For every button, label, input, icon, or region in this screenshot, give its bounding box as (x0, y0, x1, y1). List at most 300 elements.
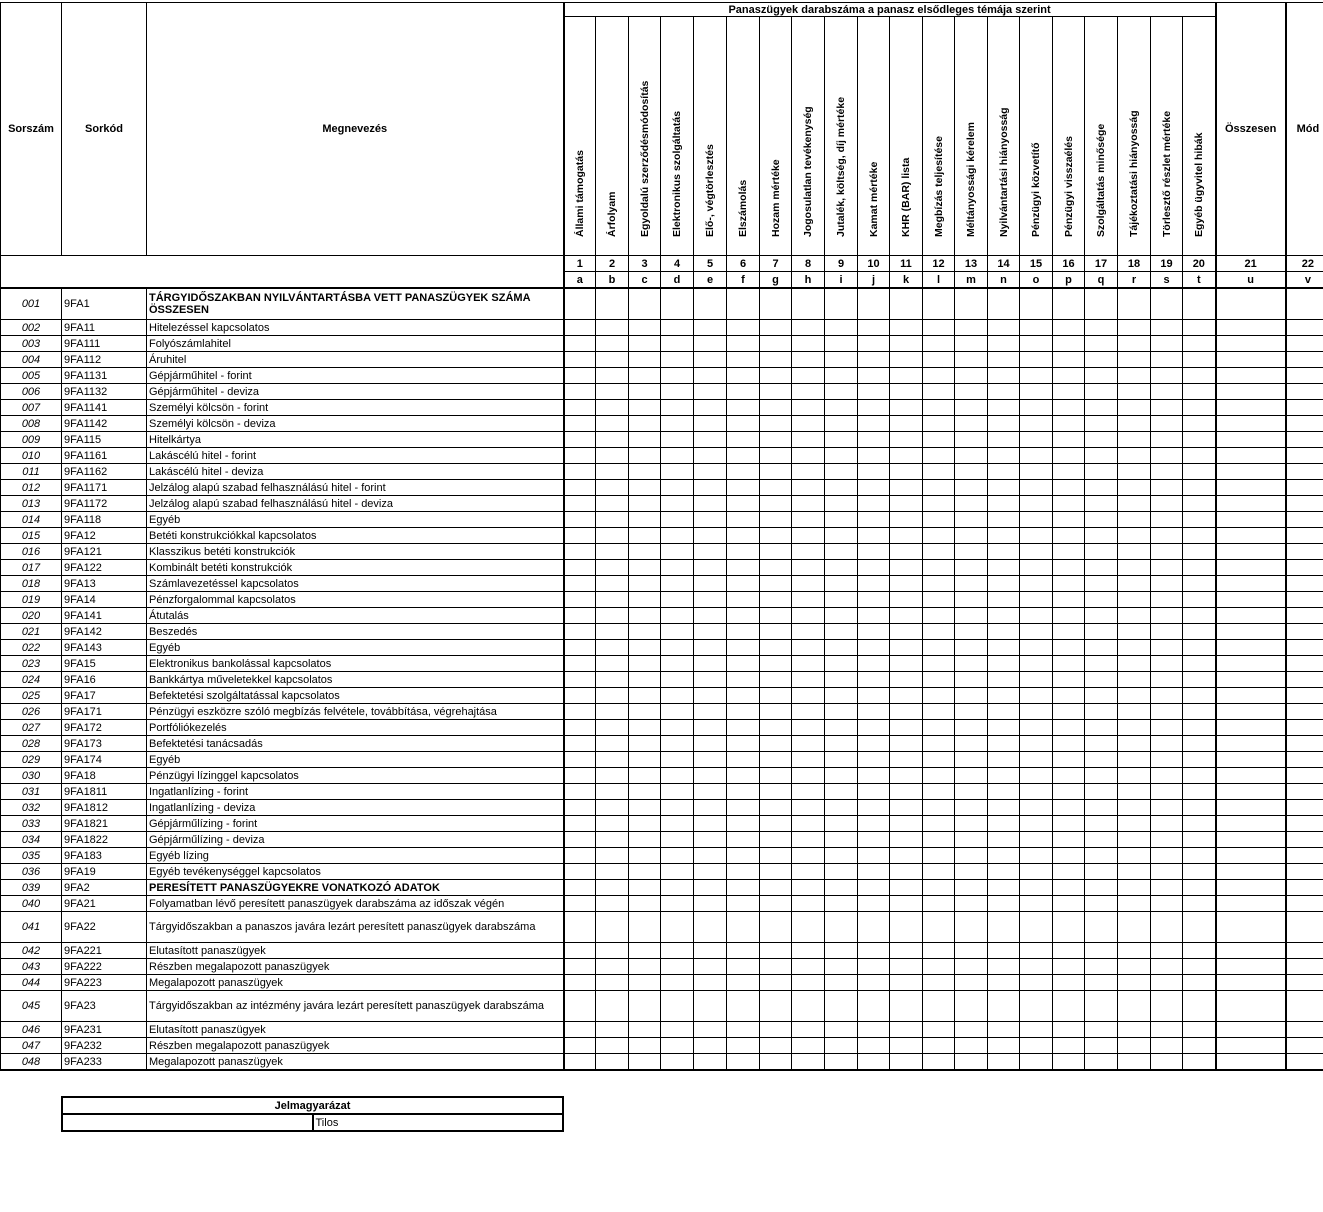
data-cell[interactable] (760, 544, 792, 560)
data-cell[interactable] (694, 704, 727, 720)
data-cell[interactable] (1118, 368, 1151, 384)
data-cell[interactable] (1020, 720, 1053, 736)
data-cell[interactable] (727, 320, 760, 336)
data-cell[interactable] (1151, 528, 1183, 544)
data-cell[interactable] (1151, 943, 1183, 959)
data-cell[interactable] (1286, 1054, 1323, 1071)
data-cell[interactable] (1053, 544, 1085, 560)
data-cell[interactable] (1118, 720, 1151, 736)
data-cell[interactable] (923, 544, 955, 560)
data-cell[interactable] (955, 368, 988, 384)
data-cell[interactable] (596, 336, 629, 352)
data-cell[interactable] (988, 832, 1020, 848)
data-cell[interactable] (1118, 400, 1151, 416)
data-cell[interactable] (629, 448, 661, 464)
data-cell[interactable] (1286, 816, 1323, 832)
data-cell[interactable] (923, 800, 955, 816)
data-cell[interactable] (1020, 1022, 1053, 1038)
data-cell[interactable] (1183, 528, 1216, 544)
data-cell[interactable] (1183, 832, 1216, 848)
data-cell[interactable] (890, 1038, 923, 1054)
data-cell[interactable] (760, 592, 792, 608)
data-cell[interactable] (727, 624, 760, 640)
data-cell[interactable] (727, 544, 760, 560)
data-cell[interactable] (825, 656, 858, 672)
data-cell[interactable] (727, 864, 760, 880)
data-cell[interactable] (1216, 943, 1286, 959)
data-cell[interactable] (760, 768, 792, 784)
data-cell[interactable] (727, 464, 760, 480)
data-cell[interactable] (596, 384, 629, 400)
data-cell[interactable] (1151, 560, 1183, 576)
data-cell[interactable] (629, 640, 661, 656)
data-cell[interactable] (596, 880, 629, 896)
data-cell[interactable] (792, 608, 825, 624)
data-cell[interactable] (792, 880, 825, 896)
data-cell[interactable] (825, 1022, 858, 1038)
data-cell[interactable] (661, 512, 694, 528)
data-cell[interactable] (1216, 464, 1286, 480)
data-cell[interactable] (1085, 400, 1118, 416)
data-cell[interactable] (988, 624, 1020, 640)
data-cell[interactable] (858, 336, 890, 352)
data-cell[interactable] (694, 975, 727, 991)
data-cell[interactable] (661, 848, 694, 864)
data-cell[interactable] (825, 864, 858, 880)
data-cell[interactable] (1085, 864, 1118, 880)
data-cell[interactable] (661, 384, 694, 400)
data-cell[interactable] (1085, 544, 1118, 560)
data-cell[interactable] (1151, 640, 1183, 656)
data-cell[interactable] (694, 896, 727, 912)
data-cell[interactable] (727, 656, 760, 672)
data-cell[interactable] (988, 784, 1020, 800)
data-cell[interactable] (1053, 864, 1085, 880)
data-cell[interactable] (629, 832, 661, 848)
data-cell[interactable] (923, 816, 955, 832)
data-cell[interactable] (1183, 608, 1216, 624)
data-cell[interactable] (1020, 768, 1053, 784)
data-cell[interactable] (1286, 352, 1323, 368)
data-cell[interactable] (923, 832, 955, 848)
data-cell[interactable] (1183, 320, 1216, 336)
data-cell[interactable] (1151, 1038, 1183, 1054)
data-cell[interactable] (1085, 496, 1118, 512)
data-cell[interactable] (955, 480, 988, 496)
data-cell[interactable] (792, 624, 825, 640)
data-cell[interactable] (661, 336, 694, 352)
data-cell[interactable] (955, 736, 988, 752)
data-cell[interactable] (1286, 640, 1323, 656)
data-cell[interactable] (1151, 672, 1183, 688)
data-cell[interactable] (1053, 704, 1085, 720)
data-cell[interactable] (760, 991, 792, 1022)
data-cell[interactable] (858, 800, 890, 816)
data-cell[interactable] (760, 400, 792, 416)
data-cell[interactable] (1053, 352, 1085, 368)
data-cell[interactable] (825, 448, 858, 464)
data-cell[interactable] (890, 400, 923, 416)
data-cell[interactable] (1183, 512, 1216, 528)
data-cell[interactable] (1216, 688, 1286, 704)
data-cell[interactable] (760, 752, 792, 768)
data-cell[interactable] (890, 672, 923, 688)
data-cell[interactable] (596, 656, 629, 672)
data-cell[interactable] (1085, 416, 1118, 432)
data-cell[interactable] (1216, 1054, 1286, 1071)
data-cell[interactable] (923, 496, 955, 512)
data-cell[interactable] (1286, 800, 1323, 816)
data-cell[interactable] (1183, 880, 1216, 896)
data-cell[interactable] (1085, 768, 1118, 784)
data-cell[interactable] (1216, 320, 1286, 336)
data-cell[interactable] (955, 544, 988, 560)
data-cell[interactable] (1151, 816, 1183, 832)
data-cell[interactable] (1151, 592, 1183, 608)
data-cell[interactable] (955, 1022, 988, 1038)
data-cell[interactable] (792, 480, 825, 496)
data-cell[interactable] (1216, 848, 1286, 864)
data-cell[interactable] (1020, 864, 1053, 880)
data-cell[interactable] (1053, 688, 1085, 704)
data-cell[interactable] (564, 880, 596, 896)
data-cell[interactable] (760, 704, 792, 720)
data-cell[interactable] (858, 943, 890, 959)
data-cell[interactable] (923, 288, 955, 320)
data-cell[interactable] (955, 336, 988, 352)
data-cell[interactable] (1286, 912, 1323, 943)
data-cell[interactable] (564, 432, 596, 448)
data-cell[interactable] (923, 688, 955, 704)
data-cell[interactable] (1216, 352, 1286, 368)
data-cell[interactable] (1053, 736, 1085, 752)
data-cell[interactable] (1053, 512, 1085, 528)
data-cell[interactable] (1183, 752, 1216, 768)
data-cell[interactable] (1216, 975, 1286, 991)
data-cell[interactable] (1151, 656, 1183, 672)
data-cell[interactable] (1085, 752, 1118, 768)
data-cell[interactable] (792, 832, 825, 848)
data-cell[interactable] (760, 896, 792, 912)
data-cell[interactable] (890, 1022, 923, 1038)
data-cell[interactable] (1085, 704, 1118, 720)
data-cell[interactable] (1053, 576, 1085, 592)
data-cell[interactable] (890, 959, 923, 975)
data-cell[interactable] (1085, 1022, 1118, 1038)
data-cell[interactable] (858, 384, 890, 400)
data-cell[interactable] (1053, 959, 1085, 975)
data-cell[interactable] (825, 959, 858, 975)
data-cell[interactable] (727, 496, 760, 512)
data-cell[interactable] (1151, 320, 1183, 336)
data-cell[interactable] (596, 720, 629, 736)
data-cell[interactable] (955, 432, 988, 448)
data-cell[interactable] (564, 640, 596, 656)
data-cell[interactable] (564, 864, 596, 880)
data-cell[interactable] (955, 991, 988, 1022)
data-cell[interactable] (792, 384, 825, 400)
data-cell[interactable] (923, 768, 955, 784)
data-cell[interactable] (1020, 400, 1053, 416)
data-cell[interactable] (988, 672, 1020, 688)
data-cell[interactable] (1151, 1022, 1183, 1038)
data-cell[interactable] (694, 368, 727, 384)
data-cell[interactable] (792, 1022, 825, 1038)
data-cell[interactable] (955, 752, 988, 768)
data-cell[interactable] (1151, 336, 1183, 352)
data-cell[interactable] (1286, 880, 1323, 896)
data-cell[interactable] (1286, 608, 1323, 624)
data-cell[interactable] (1216, 640, 1286, 656)
data-cell[interactable] (890, 496, 923, 512)
data-cell[interactable] (1151, 496, 1183, 512)
data-cell[interactable] (988, 912, 1020, 943)
data-cell[interactable] (1286, 448, 1323, 464)
data-cell[interactable] (825, 528, 858, 544)
data-cell[interactable] (1085, 352, 1118, 368)
data-cell[interactable] (988, 704, 1020, 720)
data-cell[interactable] (1118, 816, 1151, 832)
data-cell[interactable] (760, 720, 792, 736)
data-cell[interactable] (1020, 912, 1053, 943)
data-cell[interactable] (1151, 896, 1183, 912)
data-cell[interactable] (825, 464, 858, 480)
data-cell[interactable] (1053, 320, 1085, 336)
data-cell[interactable] (661, 672, 694, 688)
data-cell[interactable] (564, 448, 596, 464)
data-cell[interactable] (1118, 448, 1151, 464)
data-cell[interactable] (1183, 592, 1216, 608)
data-cell[interactable] (988, 496, 1020, 512)
data-cell[interactable] (1020, 560, 1053, 576)
data-cell[interactable] (1286, 975, 1323, 991)
data-cell[interactable] (988, 448, 1020, 464)
data-cell[interactable] (1020, 736, 1053, 752)
data-cell[interactable] (1085, 624, 1118, 640)
data-cell[interactable] (1053, 480, 1085, 496)
data-cell[interactable] (661, 943, 694, 959)
data-cell[interactable] (1216, 368, 1286, 384)
data-cell[interactable] (760, 384, 792, 400)
data-cell[interactable] (661, 656, 694, 672)
data-cell[interactable] (1151, 608, 1183, 624)
data-cell[interactable] (661, 816, 694, 832)
data-cell[interactable] (825, 880, 858, 896)
data-cell[interactable] (825, 608, 858, 624)
data-cell[interactable] (1085, 320, 1118, 336)
data-cell[interactable] (1085, 528, 1118, 544)
data-cell[interactable] (1118, 336, 1151, 352)
data-cell[interactable] (858, 368, 890, 384)
data-cell[interactable] (858, 464, 890, 480)
data-cell[interactable] (1183, 640, 1216, 656)
data-cell[interactable] (661, 880, 694, 896)
data-cell[interactable] (858, 320, 890, 336)
data-cell[interactable] (661, 959, 694, 975)
data-cell[interactable] (1183, 959, 1216, 975)
data-cell[interactable] (596, 624, 629, 640)
data-cell[interactable] (1286, 576, 1323, 592)
data-cell[interactable] (825, 576, 858, 592)
data-cell[interactable] (988, 384, 1020, 400)
data-cell[interactable] (1020, 512, 1053, 528)
data-cell[interactable] (1286, 512, 1323, 528)
data-cell[interactable] (1183, 704, 1216, 720)
data-cell[interactable] (1020, 464, 1053, 480)
data-cell[interactable] (1151, 384, 1183, 400)
data-cell[interactable] (955, 592, 988, 608)
data-cell[interactable] (760, 959, 792, 975)
data-cell[interactable] (596, 991, 629, 1022)
data-cell[interactable] (1183, 448, 1216, 464)
data-cell[interactable] (792, 528, 825, 544)
data-cell[interactable] (1053, 336, 1085, 352)
data-cell[interactable] (1286, 464, 1323, 480)
data-cell[interactable] (1020, 943, 1053, 959)
data-cell[interactable] (760, 288, 792, 320)
data-cell[interactable] (596, 768, 629, 784)
data-cell[interactable] (1286, 368, 1323, 384)
data-cell[interactable] (890, 848, 923, 864)
data-cell[interactable] (1053, 528, 1085, 544)
data-cell[interactable] (727, 1054, 760, 1071)
data-cell[interactable] (955, 288, 988, 320)
data-cell[interactable] (923, 848, 955, 864)
data-cell[interactable] (694, 848, 727, 864)
data-cell[interactable] (1085, 656, 1118, 672)
data-cell[interactable] (1053, 368, 1085, 384)
data-cell[interactable] (1085, 784, 1118, 800)
data-cell[interactable] (825, 736, 858, 752)
data-cell[interactable] (596, 959, 629, 975)
data-cell[interactable] (1020, 544, 1053, 560)
data-cell[interactable] (661, 991, 694, 1022)
data-cell[interactable] (1183, 496, 1216, 512)
data-cell[interactable] (955, 768, 988, 784)
data-cell[interactable] (858, 608, 890, 624)
data-cell[interactable] (825, 368, 858, 384)
data-cell[interactable] (1183, 768, 1216, 784)
data-cell[interactable] (1053, 400, 1085, 416)
data-cell[interactable] (596, 576, 629, 592)
data-cell[interactable] (988, 880, 1020, 896)
data-cell[interactable] (727, 896, 760, 912)
data-cell[interactable] (694, 800, 727, 816)
data-cell[interactable] (564, 816, 596, 832)
data-cell[interactable] (596, 368, 629, 384)
data-cell[interactable] (988, 1054, 1020, 1071)
data-cell[interactable] (1053, 592, 1085, 608)
data-cell[interactable] (988, 576, 1020, 592)
data-cell[interactable] (890, 704, 923, 720)
data-cell[interactable] (988, 816, 1020, 832)
data-cell[interactable] (825, 416, 858, 432)
data-cell[interactable] (596, 432, 629, 448)
data-cell[interactable] (1183, 624, 1216, 640)
data-cell[interactable] (955, 656, 988, 672)
data-cell[interactable] (760, 672, 792, 688)
data-cell[interactable] (1286, 592, 1323, 608)
data-cell[interactable] (923, 991, 955, 1022)
data-cell[interactable] (694, 688, 727, 704)
data-cell[interactable] (825, 784, 858, 800)
data-cell[interactable] (1216, 624, 1286, 640)
data-cell[interactable] (1183, 544, 1216, 560)
data-cell[interactable] (596, 560, 629, 576)
data-cell[interactable] (955, 528, 988, 544)
data-cell[interactable] (1216, 816, 1286, 832)
data-cell[interactable] (1085, 896, 1118, 912)
data-cell[interactable] (1085, 368, 1118, 384)
data-cell[interactable] (988, 320, 1020, 336)
data-cell[interactable] (1183, 352, 1216, 368)
data-cell[interactable] (1216, 1038, 1286, 1054)
data-cell[interactable] (792, 400, 825, 416)
data-cell[interactable] (629, 800, 661, 816)
data-cell[interactable] (661, 864, 694, 880)
data-cell[interactable] (1053, 768, 1085, 784)
data-cell[interactable] (727, 608, 760, 624)
data-cell[interactable] (596, 752, 629, 768)
data-cell[interactable] (1085, 975, 1118, 991)
data-cell[interactable] (890, 752, 923, 768)
data-cell[interactable] (825, 688, 858, 704)
data-cell[interactable] (629, 816, 661, 832)
data-cell[interactable] (1151, 959, 1183, 975)
data-cell[interactable] (727, 768, 760, 784)
data-cell[interactable] (596, 943, 629, 959)
data-cell[interactable] (923, 320, 955, 336)
data-cell[interactable] (1118, 496, 1151, 512)
data-cell[interactable] (760, 816, 792, 832)
data-cell[interactable] (694, 880, 727, 896)
data-cell[interactable] (661, 1022, 694, 1038)
data-cell[interactable] (564, 384, 596, 400)
data-cell[interactable] (564, 592, 596, 608)
data-cell[interactable] (792, 736, 825, 752)
data-cell[interactable] (1118, 784, 1151, 800)
data-cell[interactable] (858, 576, 890, 592)
data-cell[interactable] (694, 1038, 727, 1054)
data-cell[interactable] (955, 624, 988, 640)
data-cell[interactable] (629, 608, 661, 624)
data-cell[interactable] (760, 560, 792, 576)
data-cell[interactable] (792, 848, 825, 864)
data-cell[interactable] (727, 736, 760, 752)
data-cell[interactable] (629, 496, 661, 512)
data-cell[interactable] (988, 560, 1020, 576)
data-cell[interactable] (792, 720, 825, 736)
data-cell[interactable] (923, 880, 955, 896)
data-cell[interactable] (1286, 560, 1323, 576)
data-cell[interactable] (923, 624, 955, 640)
data-cell[interactable] (1216, 896, 1286, 912)
data-cell[interactable] (661, 1038, 694, 1054)
data-cell[interactable] (1085, 288, 1118, 320)
data-cell[interactable] (1118, 768, 1151, 784)
data-cell[interactable] (1216, 672, 1286, 688)
data-cell[interactable] (1183, 848, 1216, 864)
data-cell[interactable] (694, 576, 727, 592)
data-cell[interactable] (923, 512, 955, 528)
data-cell[interactable] (629, 1038, 661, 1054)
data-cell[interactable] (1151, 448, 1183, 464)
data-cell[interactable] (1286, 768, 1323, 784)
data-cell[interactable] (1216, 544, 1286, 560)
data-cell[interactable] (1085, 959, 1118, 975)
data-cell[interactable] (1020, 528, 1053, 544)
data-cell[interactable] (858, 544, 890, 560)
